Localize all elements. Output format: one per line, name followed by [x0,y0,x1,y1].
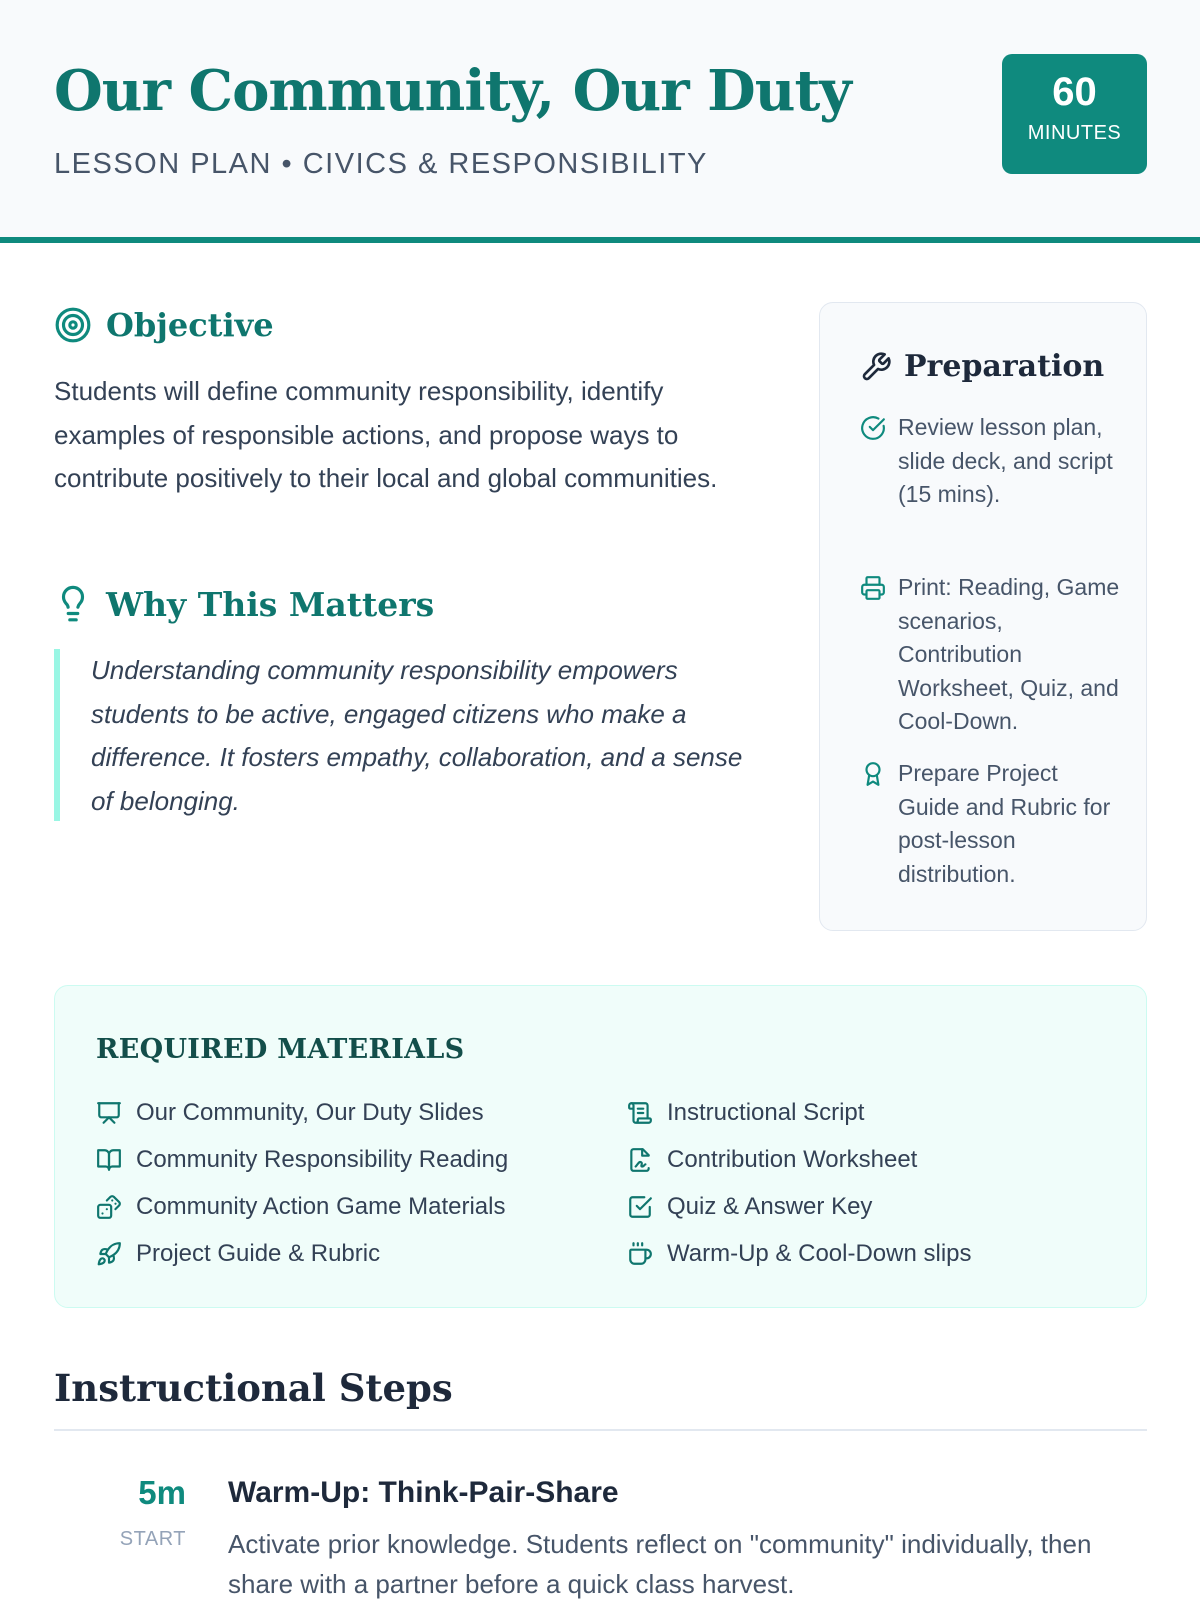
preparation-item-text: Review lesson plan, slide deck, and script (15 mins). [898,414,1113,507]
file-signature-icon [627,1147,653,1173]
step-tag: START [119,1528,186,1550]
preparation-item-text: Print: Reading, Game scenarios, Contribution Worksheet, Quiz, and Cool-Down. [898,574,1120,734]
book-open-icon [96,1147,122,1173]
scroll-icon [627,1100,653,1126]
presentation-icon [96,1100,122,1126]
material-label: Contribution Worksheet [667,1146,918,1173]
rocket-icon [96,1241,122,1267]
material-item [96,1099,484,1127]
material-item [96,1240,380,1268]
why-title: Why This Matters [106,584,435,624]
material-label: Quiz & Answer Key [667,1193,873,1220]
preparation-item-text: Prepare Project Guide and Rubric for post-lesson distribution. [898,760,1111,887]
materials-heading: REQUIRED MATERIALS [96,1034,465,1065]
wrench-icon [860,351,892,383]
materials-card [54,985,1147,1308]
lightbulb-icon [54,584,92,624]
target-icon [54,306,92,344]
preparation-heading [860,349,1104,384]
check-square-icon [627,1194,653,1220]
material-item [96,1193,505,1221]
printer-icon [860,575,886,601]
material-item [627,1240,972,1268]
objective-heading [54,306,274,344]
material-label: Our Community, Our Duty Slides [136,1099,484,1126]
material-label: Community Responsibility Reading [136,1146,509,1173]
page-subtitle: LESSON PLAN • CIVICS & RESPONSIBILITY [54,148,708,180]
steps-heading: Instructional Steps [54,1366,453,1410]
objective-text: Students will define community responsibility, identify examples of responsible actions, and propose ways to contribute positively to their local and global communities. [54,376,718,493]
duration-unit: MINUTES [1027,122,1122,144]
objective-title: Objective [106,306,274,344]
material-item [627,1193,872,1221]
step-time: 5m [138,1474,186,1511]
dice-icon [96,1194,122,1220]
coffee-icon [627,1241,653,1267]
preparation-card [819,302,1147,931]
material-label: Instructional Script [667,1099,865,1126]
page-title: Our Community, Our Duty [54,58,851,124]
why-quote: Understanding community responsibility empowers students to be active, engaged citizens who make a difference. It fosters empathy, collaboration, and a sense of belonging. [54,649,764,821]
material-item [627,1099,864,1127]
material-item [627,1146,917,1174]
preparation-item [860,411,1120,512]
lesson-header [0,0,1200,243]
step-title: Warm-Up: Think-Pair-Share [228,1476,619,1509]
preparation-item [860,757,1120,891]
material-label: Project Guide & Rubric [136,1240,381,1267]
check-circle-icon [860,415,886,441]
material-label: Warm-Up & Cool-Down slips [667,1240,972,1267]
material-item [96,1146,508,1174]
divider [54,1429,1147,1431]
duration-value: 60 [1052,70,1097,114]
preparation-title: Preparation [904,349,1105,384]
preparation-item [860,571,1120,739]
material-label: Community Action Game Materials [136,1193,506,1220]
award-icon [860,761,886,787]
why-heading [54,584,434,624]
step-description: Activate prior knowledge. Students reflect on "community" individually, then share with a partner before a quick class harvest. [228,1529,1092,1599]
duration-badge [1002,54,1147,174]
